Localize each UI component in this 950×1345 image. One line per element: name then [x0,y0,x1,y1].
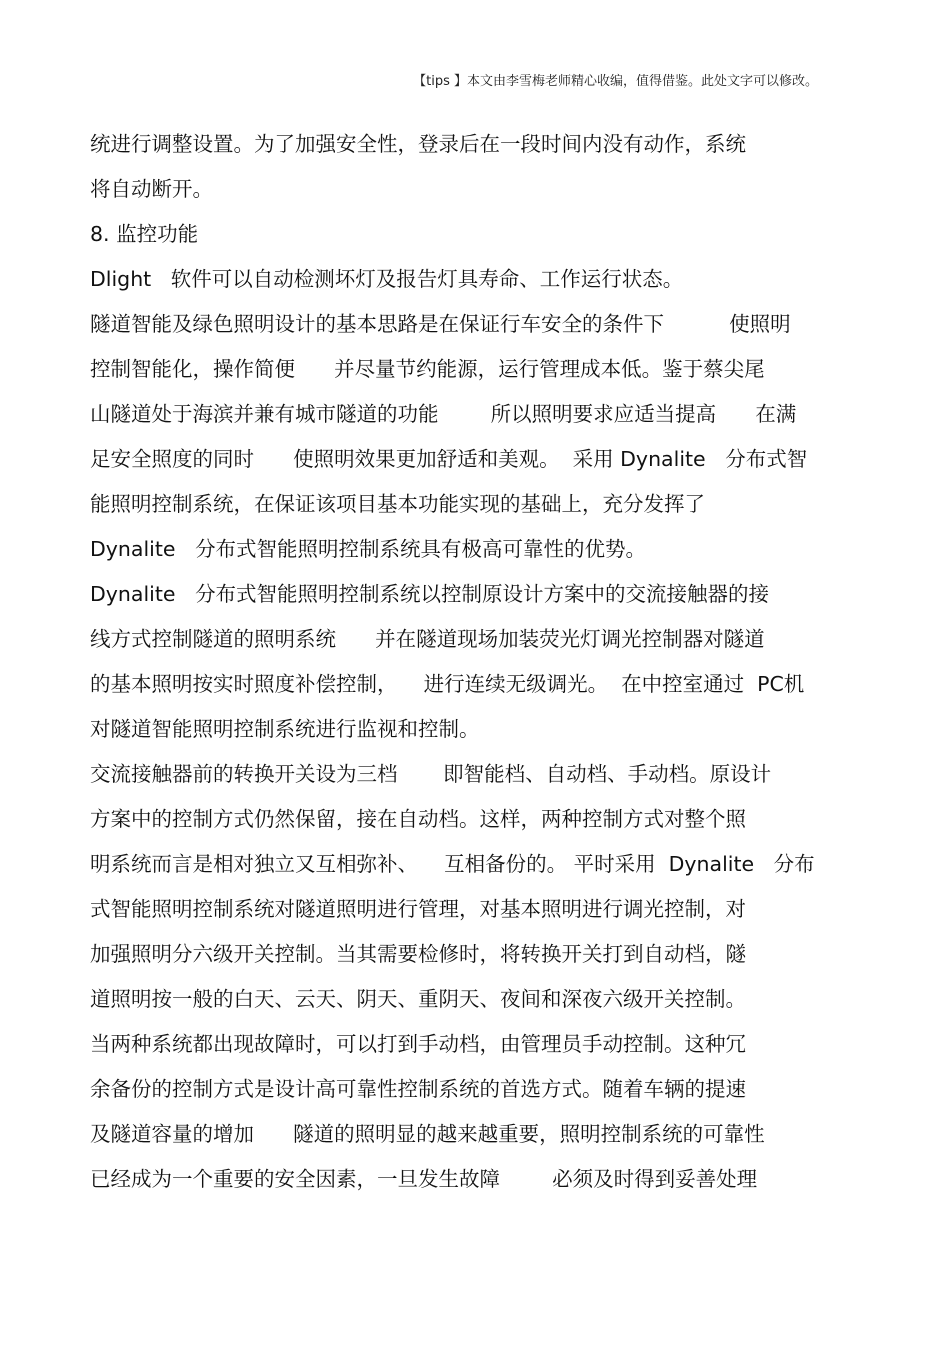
text-line: Dlight 软件可以自动检测坏灯及报告灯具寿命、工作运行状态。 [90,267,684,291]
text-line: 山隧道处于海滨并兼有城市隧道的功能 所以照明要求应适当提高 在满 [90,402,797,426]
text-line: 及隧道容量的增加 隧道的照明显的越来越重要，照明控制系统的可靠性 [90,1122,765,1146]
document-body [90,126,870,1206]
text-line: 方案中的控制方式仍然保留，接在自动档。这样，两种控制方式对整个照 [90,807,746,831]
text-line: 对隧道智能照明控制系统进行监视和控制。 [90,717,480,741]
text-line: 式智能照明控制系统对隧道照明进行管理，对基本照明进行调光控制，对 [90,897,746,921]
text-line: 隧道智能及绿色照明设计的基本思路是在保证行车安全的条件下 使照明 [90,312,791,336]
text-line: Dynalite 分布式智能照明控制系统以控制原设计方案中的交流接触器的接 [90,582,770,606]
text-line: 已经成为一个重要的安全因素，一旦发生故障 必须及时得到妥善处理 [90,1167,758,1191]
text-line: 交流接触器前的转换开关设为三档 即智能档、自动档、手动档。原设计 [90,762,772,786]
text-line: 控制智能化，操作简便 并尽量节约能源，运行管理成本低。鉴于蔡尖尾 [90,357,765,381]
text-line: 明系统而言是相对独立又互相弥补、 互相备份的。 平时采用 Dynalite 分布 [90,852,815,876]
text-line: 能照明控制系统，在保证该项目基本功能实现的基础上，充分发挥了 [90,492,705,516]
text-line: 当两种系统都出现故障时，可以打到手动档，由管理员手动控制。这种冗 [90,1032,746,1056]
text-line: 加强照明分六级开关控制。当其需要检修时，将转换开关打到自动档，隧 [90,942,746,966]
text-line: 将自动断开。 [90,177,213,201]
header-tips: 【tips 】本文由李雪梅老师精心收编，值得借鉴。此处文字可以修改。 [413,74,818,89]
text-line: Dynalite 分布式智能照明控制系统具有极高可靠性的优势。 [90,537,647,561]
section-heading: 8. 监控功能 [90,222,199,246]
text-line: 线方式控制隧道的照明系统 并在隧道现场加装荧光灯调光控制器对隧道 [90,627,765,651]
text-line: 道照明按一般的白天、云天、阴天、重阴天、夜间和深夜六级开关控制。 [90,987,746,1011]
text-line: 余备份的控制方式是设计高可靠性控制系统的首选方式。随着车辆的提速 [90,1077,746,1101]
text-line: 足安全照度的同时 使照明效果更加舒适和美观。 采用 Dynalite 分布式智 [90,447,808,471]
text-line: 的基本照明按实时照度补偿控制， 进行连续无级调光。 在中控室通过 PC机 [90,672,805,696]
text-line: 统进行调整设置。为了加强安全性，登录后在一段时间内没有动作，系统 [90,132,746,156]
